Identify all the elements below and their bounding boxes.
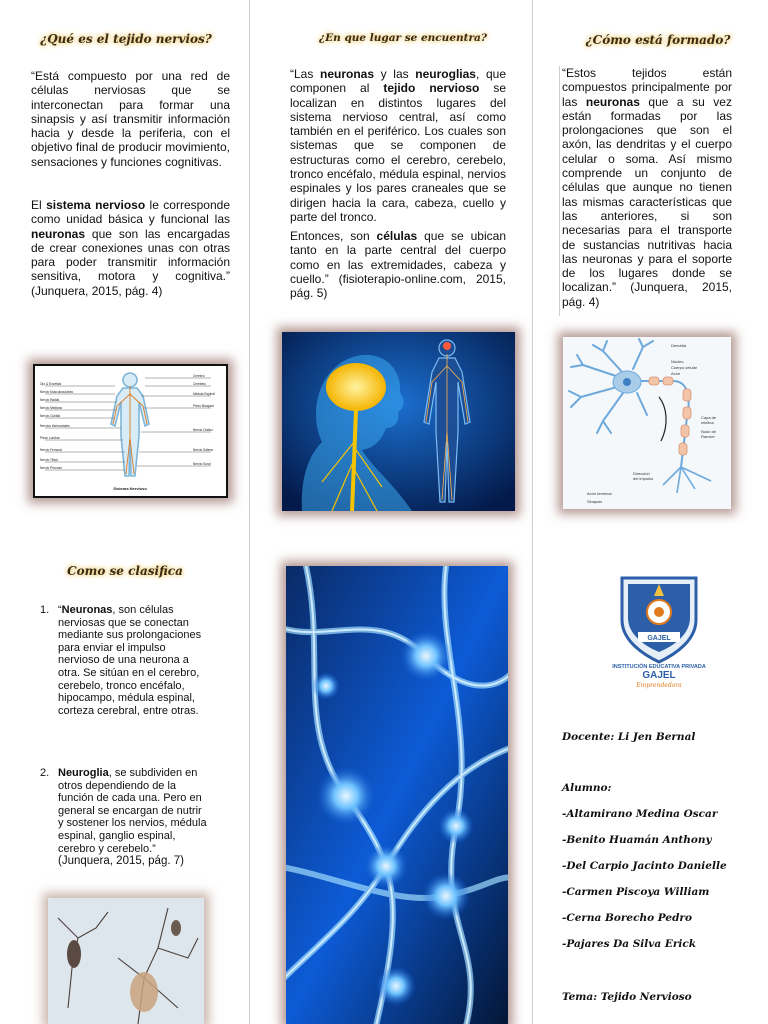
column-rule bbox=[559, 66, 560, 316]
student-2: -Benito Huamán Anthony bbox=[562, 834, 712, 846]
svg-text:mielina: mielina bbox=[701, 420, 714, 425]
svg-text:Nervio Sural: Nervio Sural bbox=[193, 462, 211, 466]
svg-text:Sinapsis: Sinapsis bbox=[587, 499, 603, 504]
heading-como-esta-formado: ¿Cómo está formado? bbox=[585, 33, 731, 47]
logo-tagline: Emprendedora bbox=[636, 682, 682, 689]
svg-text:Nervio Radial: Nervio Radial bbox=[40, 398, 60, 402]
figure-neuron-diagram bbox=[563, 337, 731, 509]
svg-text:Nervio Mediano: Nervio Mediano bbox=[40, 406, 63, 410]
svg-text:Axón terminal: Axón terminal bbox=[587, 491, 612, 496]
svg-text:Capa de: Capa de bbox=[701, 415, 717, 420]
svg-text:Cerebro: Cerebro bbox=[193, 374, 205, 378]
paragraph-formacion: “Estos tejidos están compuestos principalmente por las neuronas que a su vez están formadas por las prolongaciones que son el axón, las dendritas y el cuerpo celular o soma. Así mismo comprende un conjunto de células que aunque no tienen las mismas características que las anteriores, si son necesarias para el transporte de sustancias nutritivas hacia las neuronas y para el soporte de los lugares donde se localizan.” (Junquera, 2015, pág. 4) bbox=[562, 66, 732, 309]
classification-list-2 bbox=[40, 767, 210, 868]
svg-text:Ojo & Encéfalo: Ojo & Encéfalo bbox=[40, 382, 62, 386]
svg-text:Nervio Tibial: Nervio Tibial bbox=[40, 458, 58, 462]
heading-que-es: ¿Qué es el tejido nervios? bbox=[40, 32, 212, 46]
svg-text:Nervio Safeno: Nervio Safeno bbox=[193, 448, 214, 452]
logo-institution-text: INSTITUCIÓN EDUCATIVA PRIVADA bbox=[612, 664, 706, 670]
svg-text:Nervio Cubital: Nervio Cubital bbox=[40, 414, 61, 418]
heading-como-se-clasifica: Como se clasifica bbox=[67, 564, 183, 578]
svg-text:del impulso: del impulso bbox=[633, 476, 654, 481]
svg-text:Nervio Peroneo: Nervio Peroneo bbox=[40, 466, 63, 470]
svg-text:Dirección: Dirección bbox=[633, 471, 650, 476]
figure-neurons-micro bbox=[48, 898, 204, 1024]
svg-text:Plexo Lumbar: Plexo Lumbar bbox=[40, 436, 60, 440]
svg-text:Sistema Nervioso: Sistema Nervioso bbox=[113, 486, 147, 491]
paragraph-celulas: Entonces, son células que se ubican tanto en la parte central del cuerpo como en las extremidades, cabeza y cuello.” (fisioterapio-online.com, 2015, pág. 5) bbox=[290, 229, 506, 301]
svg-text:Cuerpo celular: Cuerpo celular bbox=[671, 365, 698, 370]
panel-divider-left bbox=[249, 0, 250, 1024]
students-label: Alumno: bbox=[562, 782, 612, 794]
student-4: -Carmen Piscoya William bbox=[562, 886, 710, 898]
svg-text:Plexo Braquial: Plexo Braquial bbox=[193, 404, 214, 408]
student-1: -Altamirano Medina Oscar bbox=[562, 808, 718, 820]
svg-text:Ranvier: Ranvier bbox=[701, 434, 715, 439]
paragraph-ubicacion: “Las neuronas y las neuroglias, que componen al tejido nervioso se localizan en distintos lugares del sistema nervioso central, así como también en el periférico. Los cuales son sistemas que se componen de estructuras como el cerebro, cerebelo, tronco encéfalo, médula espinal, nervios espinales y los pares craneales que se dirigen hacia la cara, cabeza, cuello y parte del tronco. bbox=[290, 67, 506, 224]
figure-sistema-nervioso bbox=[33, 364, 228, 498]
student-5: -Cerna Borecho Pedro bbox=[562, 912, 692, 924]
svg-text:Nervios Intercostales: Nervios Intercostales bbox=[40, 424, 70, 428]
heading-en-que-lugar: ¿En que lugar se encuentra? bbox=[319, 32, 487, 44]
list-item-neuronas: 1. “Neuronas, son células nerviosas que se conectan mediante sus prolongaciones para enviar el impulso nervioso de una neurona a otra. Se sitúan en el cerebro, cerebelo, tronco encéfalo, hipocampo, médula espinal, corteza cerebral, entre otras. bbox=[40, 604, 202, 717]
logo-name: GAJEL bbox=[642, 670, 676, 681]
student-6: -Pajares Da Silva Erick bbox=[562, 938, 697, 950]
svg-text:Cerebelo: Cerebelo bbox=[193, 382, 206, 386]
topic: Tema: Tejido Nervioso bbox=[562, 991, 692, 1003]
svg-text:Nervio Musculocutáneo: Nervio Musculocutáneo bbox=[40, 390, 74, 394]
svg-text:Nervio Ciático: Nervio Ciático bbox=[193, 428, 213, 432]
shield-text: GAJEL bbox=[647, 635, 671, 642]
svg-text:Dendrita: Dendrita bbox=[671, 343, 687, 348]
classification-list bbox=[40, 604, 210, 717]
svg-text:Médula Espinal: Médula Espinal bbox=[193, 392, 215, 396]
svg-text:Nodo de: Nodo de bbox=[701, 429, 717, 434]
paragraph-sistema-nervioso: El sistema nervioso le corresponde como unidad básica y funcional las neuronas que son las encargadas de crear conexiones unas con otras para poder transmitir información sensitiva, motora y cognitiva.” (Junquera, 2015, pág. 4) bbox=[31, 198, 230, 298]
paragraph-definition: “Está compuesto por una red de células nerviosas que se interconectan para formar una sinapsis y así transmitir información hacia y desde la periferia, con el objetivo final de producir movimiento, sensaciones y funciones cognitivas. bbox=[31, 69, 230, 169]
teacher-name: Docente: Li Jen Bernal bbox=[562, 731, 696, 743]
figure-nervous-system-body bbox=[282, 332, 515, 511]
svg-text:Núcleo: Núcleo bbox=[671, 359, 684, 364]
list-item-neuroglia: 2. Neuroglia, se subdividen en otros dependiendo de la función de cada una. Pero en general se encargan de nutrir y sostener los nervios, médula espinal, ganglio espinal, cerebro y cerebelo.” (Junquera, 2015, pág. 7) bbox=[40, 767, 207, 868]
svg-text:Axón: Axón bbox=[671, 371, 681, 376]
figure-neuron-network bbox=[286, 566, 508, 1024]
svg-text:Nervio Femoral: Nervio Femoral bbox=[40, 448, 62, 452]
panel-divider-right bbox=[532, 0, 533, 1024]
student-3: -Del Carpio Jacinto Danielle bbox=[562, 860, 727, 872]
